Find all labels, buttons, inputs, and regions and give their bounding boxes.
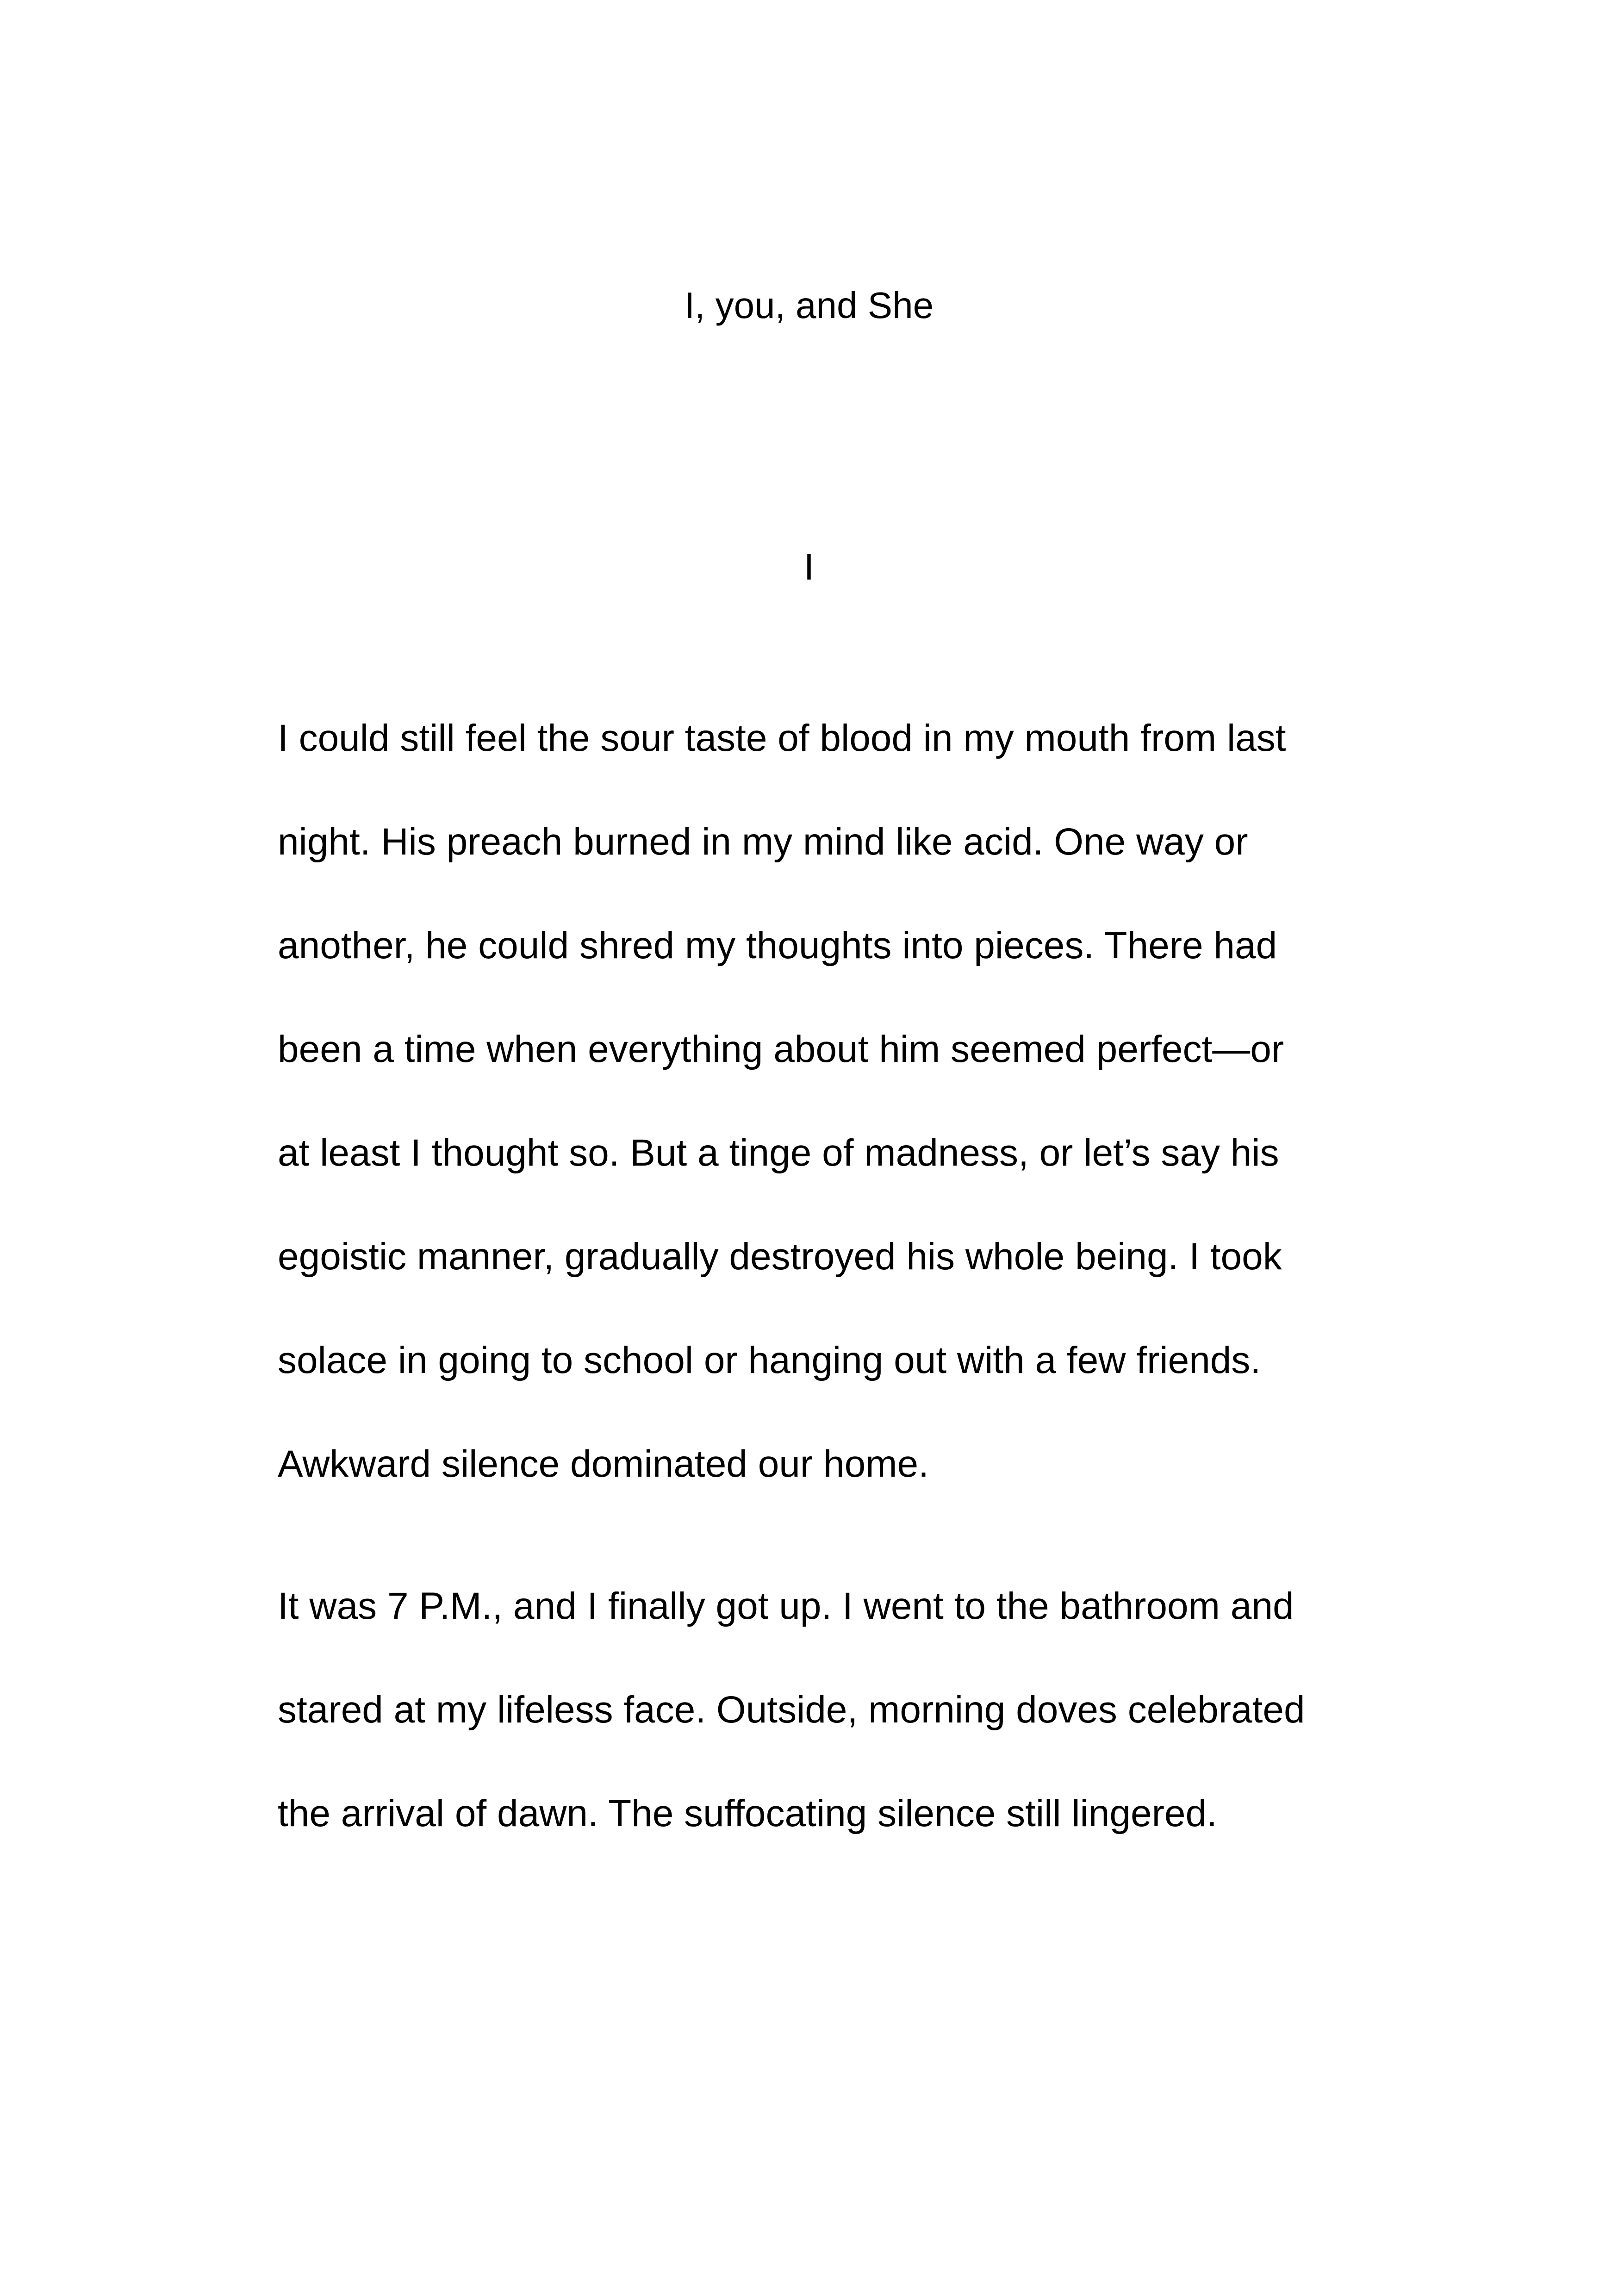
text-line: Awkward silence dominated our home. [278, 1443, 929, 1485]
chapter-heading: I [803, 546, 815, 587]
paragraph-1 [278, 711, 1370, 1540]
text-line: stared at my lifeless face. Outside, morning doves celebrated [278, 1689, 1305, 1731]
paragraph-2 [278, 1578, 1370, 1890]
text-line: another, he could shred my thoughts into pieces. There had [278, 924, 1277, 967]
text-line: I could still feel the sour taste of blood in my mouth from last [278, 717, 1286, 759]
text-line: been a time when everything about him seemed perfect—or [278, 1028, 1284, 1070]
text-line: at least I thought so. But a tinge of madness, or let’s say his [278, 1132, 1279, 1174]
text-line: the arrival of dawn. The suffocating silence still lingered. [278, 1792, 1217, 1834]
text-line: solace in going to school or hanging out with a few friends. [278, 1339, 1261, 1381]
text-line: night. His preach burned in my mind like acid. One way or [278, 821, 1248, 863]
text-line: egoistic manner, gradually destroyed his whole being. I took [278, 1235, 1282, 1278]
text-line: It was 7 P.M., and I finally got up. I went to the bathroom and [278, 1585, 1294, 1627]
document-title: I, you, and She [684, 285, 934, 326]
